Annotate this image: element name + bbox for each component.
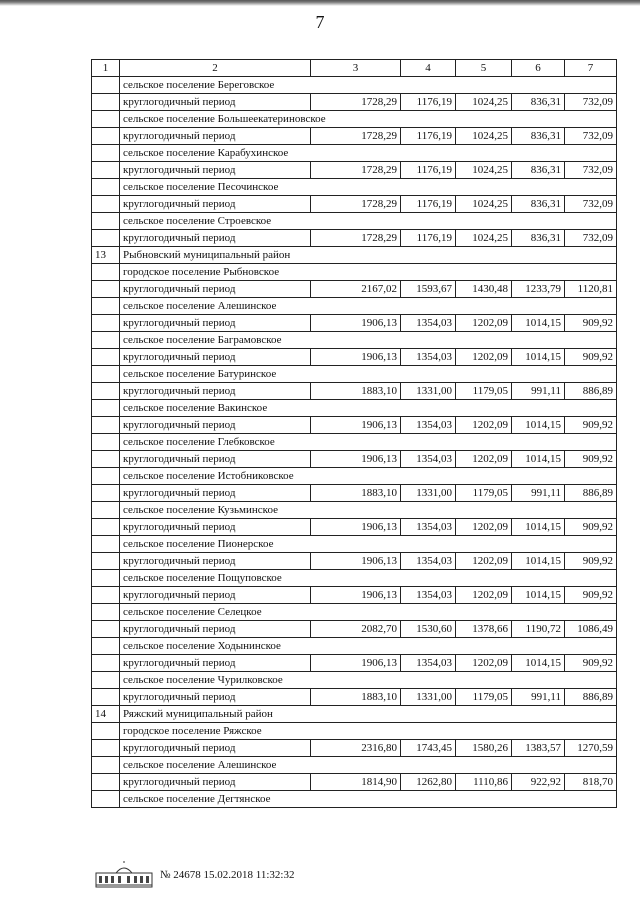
row-number-cell xyxy=(92,672,120,689)
row-number-cell xyxy=(92,502,120,519)
period-label: круглогодичный период xyxy=(120,349,311,366)
table-row xyxy=(92,383,617,400)
period-label: круглогодичный период xyxy=(120,383,311,400)
value-cell: 1014,15 xyxy=(512,655,565,672)
row-number-cell xyxy=(92,655,120,672)
value-cell: 1728,29 xyxy=(311,94,401,111)
page-number: 7 xyxy=(315,12,325,32)
value-cell: 1179,05 xyxy=(456,485,512,502)
row-number-cell xyxy=(92,757,120,774)
value-cell: 1014,15 xyxy=(512,451,565,468)
value-cell: 1179,05 xyxy=(456,383,512,400)
value-cell: 1014,15 xyxy=(512,315,565,332)
value-cell: 1014,15 xyxy=(512,417,565,434)
value-cell: 1202,09 xyxy=(456,349,512,366)
tariff-table xyxy=(91,59,617,808)
period-label: круглогодичный период xyxy=(120,417,311,434)
value-cell: 1176,19 xyxy=(401,162,456,179)
row-number-cell xyxy=(92,604,120,621)
value-cell: 732,09 xyxy=(565,230,617,247)
table-row xyxy=(92,213,617,230)
registration-stamp-text: № 24678 15.02.2018 11:32:32 xyxy=(160,869,295,881)
table-row xyxy=(92,298,617,315)
row-number-cell xyxy=(92,791,120,808)
table-row xyxy=(92,757,617,774)
value-cell: 1354,03 xyxy=(401,315,456,332)
value-cell: 1906,13 xyxy=(311,315,401,332)
value-cell: 1202,09 xyxy=(456,417,512,434)
table-row xyxy=(92,332,617,349)
row-number-cell xyxy=(92,145,120,162)
period-label: круглогодичный период xyxy=(120,162,311,179)
district-name: Ряжский муниципальный район xyxy=(120,706,617,723)
value-cell: 1331,00 xyxy=(401,689,456,706)
value-cell: 1743,45 xyxy=(401,740,456,757)
settlement-name: сельское поселение Баграмовское xyxy=(120,332,617,349)
period-label: круглогодичный период xyxy=(120,230,311,247)
table-row xyxy=(92,94,617,111)
value-cell: 1728,29 xyxy=(311,230,401,247)
value-cell: 991,11 xyxy=(512,383,565,400)
row-number-cell xyxy=(92,230,120,247)
table-row xyxy=(92,281,617,298)
table-row xyxy=(92,502,617,519)
table-row xyxy=(92,706,617,723)
value-cell: 1190,72 xyxy=(512,621,565,638)
value-cell: 1906,13 xyxy=(311,655,401,672)
value-cell: 1120,81 xyxy=(565,281,617,298)
table-row xyxy=(92,604,617,621)
value-cell: 1202,09 xyxy=(456,587,512,604)
value-cell: 1024,25 xyxy=(456,128,512,145)
row-number-cell xyxy=(92,128,120,145)
value-cell: 1906,13 xyxy=(311,587,401,604)
row-number-cell xyxy=(92,485,120,502)
value-cell: 836,31 xyxy=(512,196,565,213)
settlement-name: сельское поселение Ходынинское xyxy=(120,638,617,655)
value-cell: 1202,09 xyxy=(456,519,512,536)
settlement-name: городское поселение Рыбновское xyxy=(120,264,617,281)
table-row xyxy=(92,672,617,689)
row-number-cell xyxy=(92,638,120,655)
row-number-cell xyxy=(92,366,120,383)
value-cell: 1202,09 xyxy=(456,553,512,570)
table-row xyxy=(92,740,617,757)
value-cell: 1728,29 xyxy=(311,162,401,179)
value-cell: 732,09 xyxy=(565,196,617,213)
value-cell: 1883,10 xyxy=(311,485,401,502)
settlement-name: сельское поселение Карабухинское xyxy=(120,145,617,162)
value-cell: 1728,29 xyxy=(311,128,401,145)
settlement-name: сельское поселение Песочинское xyxy=(120,179,617,196)
row-number-cell xyxy=(92,264,120,281)
settlement-name: сельское поселение Глебковское xyxy=(120,434,617,451)
row-number-cell xyxy=(92,417,120,434)
value-cell: 1906,13 xyxy=(311,519,401,536)
value-cell: 909,92 xyxy=(565,519,617,536)
row-number-cell xyxy=(92,196,120,213)
value-cell: 886,89 xyxy=(565,485,617,502)
table-row xyxy=(92,400,617,417)
row-number-cell xyxy=(92,400,120,417)
row-number-cell xyxy=(92,349,120,366)
header-row xyxy=(92,60,617,77)
period-label: круглогодичный период xyxy=(120,196,311,213)
value-cell: 1883,10 xyxy=(311,689,401,706)
table-row xyxy=(92,264,617,281)
table-row xyxy=(92,451,617,468)
settlement-name: сельское поселение Пощуповское xyxy=(120,570,617,587)
row-number-cell xyxy=(92,570,120,587)
value-cell: 1354,03 xyxy=(401,451,456,468)
table-row xyxy=(92,196,617,213)
value-cell: 991,11 xyxy=(512,689,565,706)
value-cell: 1202,09 xyxy=(456,451,512,468)
value-cell: 1906,13 xyxy=(311,349,401,366)
settlement-name: городское поселение Ряжское xyxy=(120,723,617,740)
row-number-cell xyxy=(92,434,120,451)
settlement-name: сельское поселение Истобниковское xyxy=(120,468,617,485)
value-cell: 1378,66 xyxy=(456,621,512,638)
table-row xyxy=(92,468,617,485)
period-label: круглогодичный период xyxy=(120,740,311,757)
value-cell: 1354,03 xyxy=(401,349,456,366)
value-cell: 1014,15 xyxy=(512,553,565,570)
value-cell: 1262,80 xyxy=(401,774,456,791)
value-cell: 836,31 xyxy=(512,162,565,179)
row-number-cell xyxy=(92,111,120,128)
row-number-cell xyxy=(92,332,120,349)
value-cell: 818,70 xyxy=(565,774,617,791)
table-row xyxy=(92,638,617,655)
table-row xyxy=(92,587,617,604)
value-cell: 1024,25 xyxy=(456,196,512,213)
table-row xyxy=(92,723,617,740)
value-cell: 1014,15 xyxy=(512,519,565,536)
period-label: круглогодичный период xyxy=(120,553,311,570)
column-header: 3 xyxy=(311,60,401,77)
settlement-name: сельское поселение Алешинское xyxy=(120,757,617,774)
row-number-cell xyxy=(92,689,120,706)
column-header: 6 xyxy=(512,60,565,77)
table-row xyxy=(92,77,617,94)
period-label: круглогодичный период xyxy=(120,655,311,672)
settlement-name: сельское поселение Кузьминское xyxy=(120,502,617,519)
table-row xyxy=(92,774,617,791)
value-cell: 1202,09 xyxy=(456,655,512,672)
scan-top-edge xyxy=(0,0,640,6)
value-cell: 836,31 xyxy=(512,230,565,247)
row-number-cell xyxy=(92,94,120,111)
value-cell: 1814,90 xyxy=(311,774,401,791)
column-header: 2 xyxy=(120,60,311,77)
column-header: 7 xyxy=(565,60,617,77)
settlement-name: сельское поселение Дегтянское xyxy=(120,791,617,808)
row-number-cell xyxy=(92,740,120,757)
value-cell: 1176,19 xyxy=(401,94,456,111)
table-row xyxy=(92,162,617,179)
value-cell: 1383,57 xyxy=(512,740,565,757)
row-number-cell xyxy=(92,723,120,740)
value-cell: 1883,10 xyxy=(311,383,401,400)
table-row xyxy=(92,349,617,366)
row-number-cell xyxy=(92,451,120,468)
value-cell: 1110,86 xyxy=(456,774,512,791)
column-header: 1 xyxy=(92,60,120,77)
period-label: круглогодичный период xyxy=(120,774,311,791)
row-number-cell xyxy=(92,298,120,315)
period-label: круглогодичный период xyxy=(120,94,311,111)
row-number-cell xyxy=(92,536,120,553)
value-cell: 1430,48 xyxy=(456,281,512,298)
row-number-cell: 14 xyxy=(92,706,120,723)
value-cell: 1354,03 xyxy=(401,519,456,536)
value-cell: 1906,13 xyxy=(311,417,401,434)
table-row xyxy=(92,689,617,706)
table-row xyxy=(92,111,617,128)
settlement-name: сельское поселение Алешинское xyxy=(120,298,617,315)
row-number-cell xyxy=(92,774,120,791)
table-row xyxy=(92,145,617,162)
period-label: круглогодичный период xyxy=(120,485,311,502)
period-label: круглогодичный период xyxy=(120,281,311,298)
value-cell: 1176,19 xyxy=(401,230,456,247)
value-cell: 909,92 xyxy=(565,315,617,332)
table-row xyxy=(92,485,617,502)
settlement-name: сельское поселение Строевское xyxy=(120,213,617,230)
value-cell: 1906,13 xyxy=(311,451,401,468)
row-number-cell xyxy=(92,77,120,94)
row-number-cell xyxy=(92,383,120,400)
document-footer xyxy=(94,860,294,890)
period-label: круглогодичный период xyxy=(120,315,311,332)
table-row xyxy=(92,230,617,247)
value-cell: 1233,79 xyxy=(512,281,565,298)
settlement-name: сельское поселение Селецкое xyxy=(120,604,617,621)
value-cell: 1086,49 xyxy=(565,621,617,638)
period-label: круглогодичный период xyxy=(120,519,311,536)
table-row xyxy=(92,536,617,553)
value-cell: 1176,19 xyxy=(401,128,456,145)
table-body xyxy=(92,60,617,808)
value-cell: 1354,03 xyxy=(401,655,456,672)
row-number-cell: 13 xyxy=(92,247,120,264)
value-cell: 886,89 xyxy=(565,383,617,400)
column-header: 5 xyxy=(456,60,512,77)
row-number-cell xyxy=(92,179,120,196)
period-label: круглогодичный период xyxy=(120,128,311,145)
value-cell: 2316,80 xyxy=(311,740,401,757)
value-cell: 909,92 xyxy=(565,451,617,468)
value-cell: 909,92 xyxy=(565,655,617,672)
value-cell: 1354,03 xyxy=(401,587,456,604)
row-number-cell xyxy=(92,553,120,570)
column-header: 4 xyxy=(401,60,456,77)
table-row xyxy=(92,417,617,434)
settlement-name: сельское поселение Пионерское xyxy=(120,536,617,553)
row-number-cell xyxy=(92,468,120,485)
district-name: Рыбновский муниципальный район xyxy=(120,247,617,264)
settlement-name: сельское поселение Вакинское xyxy=(120,400,617,417)
value-cell: 1580,26 xyxy=(456,740,512,757)
table-row xyxy=(92,791,617,808)
government-building-stamp-icon xyxy=(94,861,154,889)
value-cell: 1014,15 xyxy=(512,349,565,366)
settlement-name: сельское поселение Батуринское xyxy=(120,366,617,383)
value-cell: 1024,25 xyxy=(456,230,512,247)
period-label: круглогодичный период xyxy=(120,621,311,638)
row-number-cell xyxy=(92,315,120,332)
row-number-cell xyxy=(92,587,120,604)
value-cell: 1593,67 xyxy=(401,281,456,298)
value-cell: 1530,60 xyxy=(401,621,456,638)
table-row xyxy=(92,621,617,638)
value-cell: 1202,09 xyxy=(456,315,512,332)
table-row xyxy=(92,315,617,332)
value-cell: 1270,59 xyxy=(565,740,617,757)
period-label: круглогодичный период xyxy=(120,451,311,468)
table-row xyxy=(92,553,617,570)
value-cell: 991,11 xyxy=(512,485,565,502)
value-cell: 732,09 xyxy=(565,162,617,179)
value-cell: 909,92 xyxy=(565,349,617,366)
value-cell: 1906,13 xyxy=(311,553,401,570)
value-cell: 909,92 xyxy=(565,417,617,434)
value-cell: 732,09 xyxy=(565,128,617,145)
value-cell: 909,92 xyxy=(565,553,617,570)
table-row xyxy=(92,366,617,383)
table-row xyxy=(92,519,617,536)
value-cell: 836,31 xyxy=(512,128,565,145)
table-row xyxy=(92,179,617,196)
period-label: круглогодичный период xyxy=(120,689,311,706)
settlement-name: сельское поселение Береговское xyxy=(120,77,617,94)
value-cell: 1354,03 xyxy=(401,417,456,434)
row-number-cell xyxy=(92,213,120,230)
value-cell: 1024,25 xyxy=(456,94,512,111)
value-cell: 1331,00 xyxy=(401,485,456,502)
value-cell: 922,92 xyxy=(512,774,565,791)
value-cell: 1176,19 xyxy=(401,196,456,213)
settlement-name: сельское поселение Большеекатериновское xyxy=(120,111,617,128)
value-cell: 909,92 xyxy=(565,587,617,604)
value-cell: 1331,00 xyxy=(401,383,456,400)
row-number-cell xyxy=(92,621,120,638)
value-cell: 1728,29 xyxy=(311,196,401,213)
table-row xyxy=(92,128,617,145)
row-number-cell xyxy=(92,519,120,536)
value-cell: 1014,15 xyxy=(512,587,565,604)
value-cell: 886,89 xyxy=(565,689,617,706)
value-cell: 1024,25 xyxy=(456,162,512,179)
value-cell: 1179,05 xyxy=(456,689,512,706)
table-row xyxy=(92,570,617,587)
value-cell: 732,09 xyxy=(565,94,617,111)
value-cell: 1354,03 xyxy=(401,553,456,570)
table-row xyxy=(92,247,617,264)
table-row xyxy=(92,434,617,451)
table-row xyxy=(92,655,617,672)
row-number-cell xyxy=(92,281,120,298)
value-cell: 2082,70 xyxy=(311,621,401,638)
row-number-cell xyxy=(92,162,120,179)
settlement-name: сельское поселение Чурилковское xyxy=(120,672,617,689)
value-cell: 2167,02 xyxy=(311,281,401,298)
period-label: круглогодичный период xyxy=(120,587,311,604)
value-cell: 836,31 xyxy=(512,94,565,111)
